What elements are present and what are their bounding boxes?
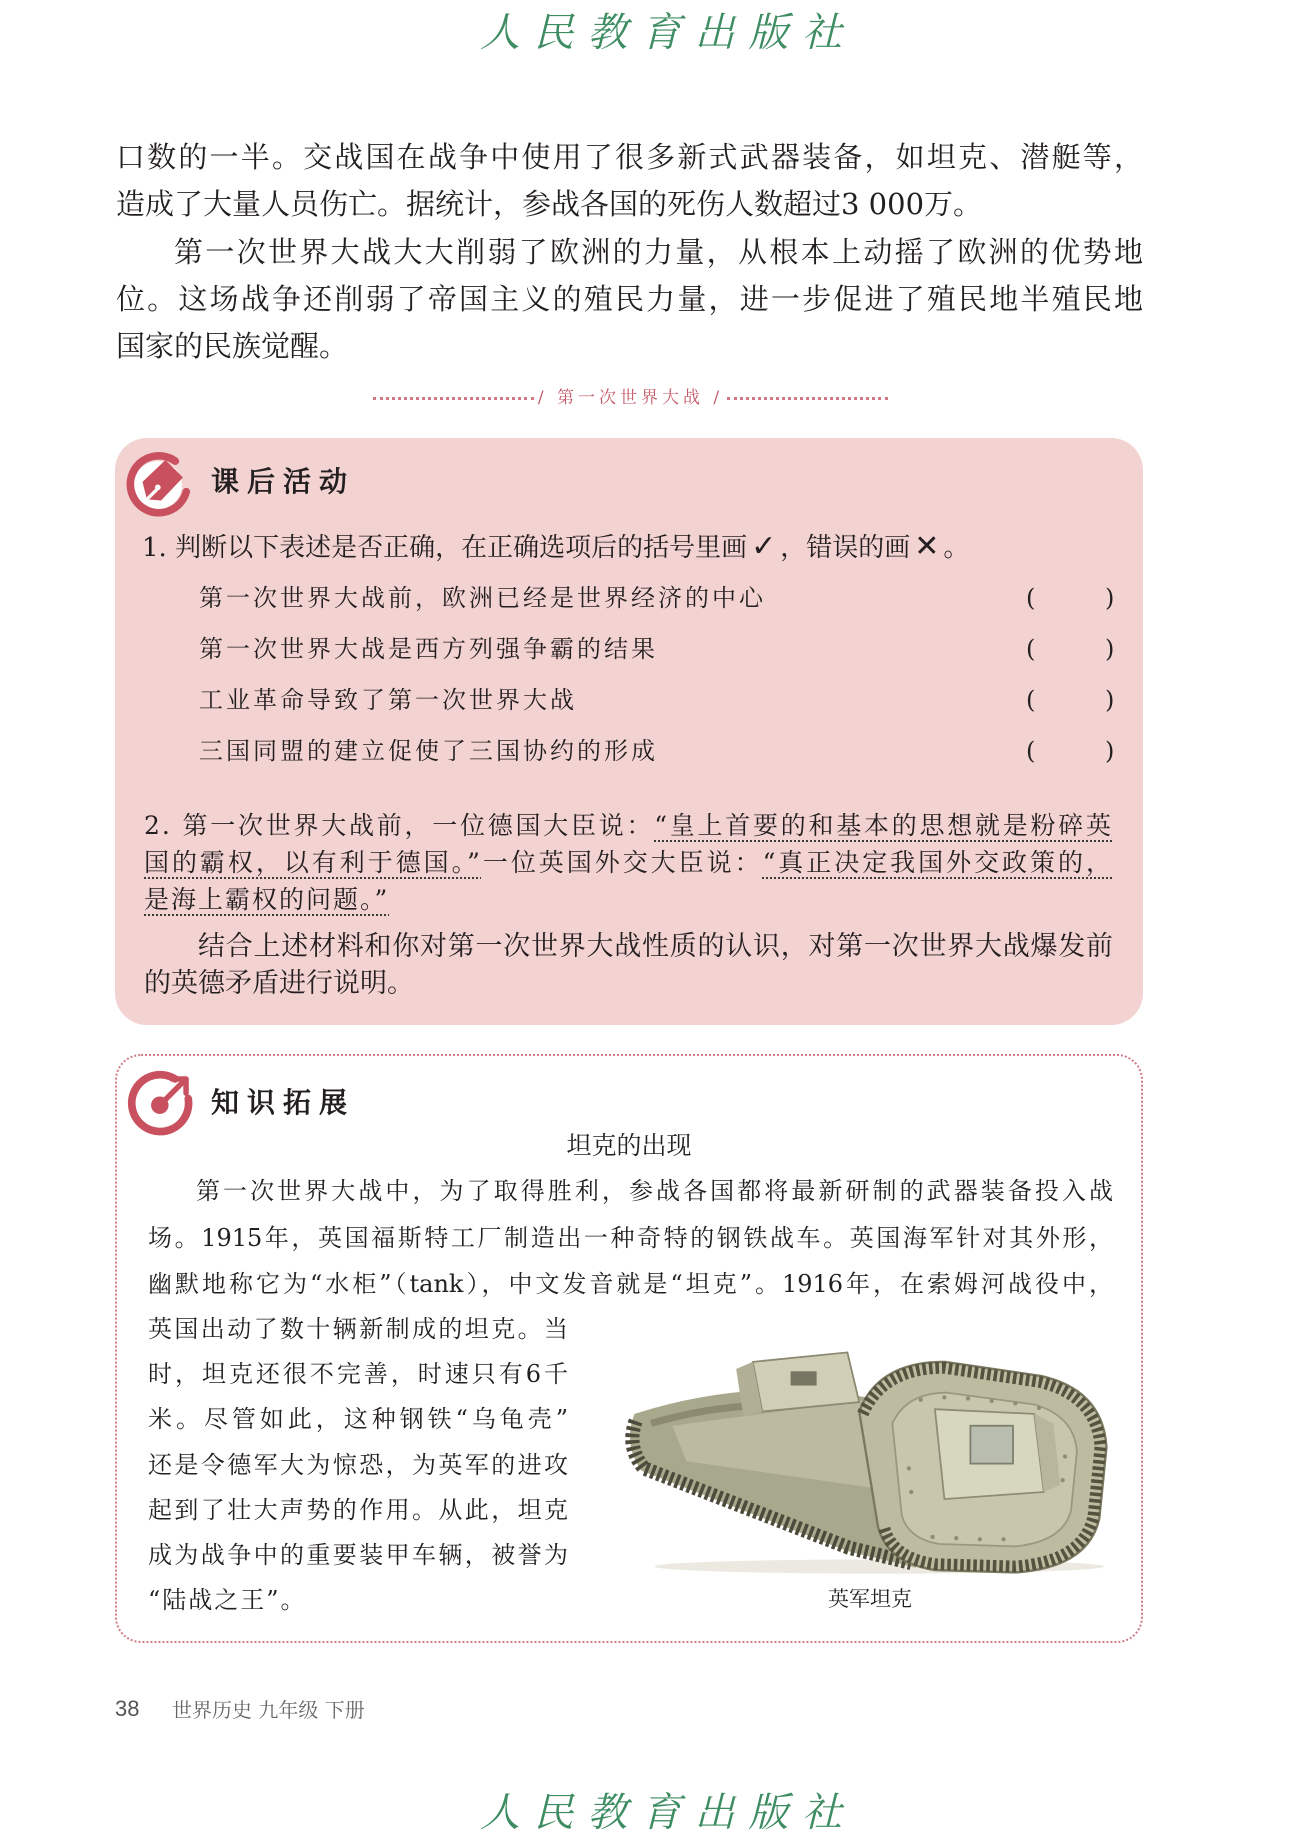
- tank-sponson: [935, 1409, 1060, 1499]
- answer-bracket-open: (: [1026, 686, 1036, 714]
- article-paragraph: [148, 1168, 1113, 1308]
- tank-photo: [625, 1338, 1110, 1575]
- quotation: “真正决定我国外交政策的，: [762, 848, 1113, 877]
- page-number: 38: [115, 1696, 140, 1721]
- question-1-text: 。: [943, 533, 970, 563]
- article-line: 时，坦克还很不完善，时速只有6千: [148, 1360, 568, 1389]
- answer-bracket-close: ): [1105, 737, 1115, 765]
- body-line: 口数的一半。交战国在战争中使用了很多新式武器装备，如坦克、潜艇等，: [116, 140, 1143, 174]
- body-line: 位。这场战争还削弱了帝国主义的殖民力量，进一步促进了殖民地半殖民地: [116, 281, 1143, 316]
- question-2-task: [144, 928, 1113, 1002]
- publisher-logo-top: 人民教育出版社: [480, 10, 842, 56]
- image-caption: 英军坦克: [828, 1587, 912, 1611]
- answer-bracket-close: ): [1105, 635, 1115, 663]
- answer-bracket-open: (: [1026, 635, 1036, 663]
- question-2: [144, 807, 1113, 918]
- knowledge-title: 知识拓展: [211, 1087, 356, 1118]
- quotation: 是海上霸权的问题。”: [144, 885, 390, 914]
- article-column: [148, 1307, 568, 1623]
- article-line: 还是令德军大为惊恐，为英军的进攻: [148, 1450, 568, 1479]
- article-line: 米。尽管如此，这种钢铁“乌龟壳”: [148, 1405, 568, 1434]
- answer-bracket-open: (: [1026, 584, 1036, 612]
- answer-bracket-open: (: [1026, 737, 1036, 765]
- article-line: 场。1915年，英国福斯特工厂制造出一种奇特的钢铁战车。英国海军针对其外形，: [148, 1223, 1113, 1252]
- body-line: 造成了大量人员伤亡。据统计，参战各国的死伤人数超过3 000万。: [116, 187, 983, 222]
- statement: 第一次世界大战是西方列强争霸的结果: [199, 635, 658, 663]
- statement: 工业革命导致了第一次世界大战: [199, 686, 577, 714]
- divider-dots-right: [727, 397, 888, 400]
- section-divider: [373, 386, 888, 410]
- statement: 三国同盟的建立促使了三国协约的形成: [199, 737, 658, 765]
- article-line: 第一次世界大战中，为了取得胜利，参战各国都将最新研制的武器装备投入战: [196, 1177, 1113, 1205]
- article-line: 成为战争中的重要装甲车辆，被誉为: [148, 1540, 568, 1569]
- article-line: 起到了壮大声势的作用。从此，坦克: [148, 1495, 568, 1524]
- article-line: 英国出动了数十辆新制成的坦克。当: [148, 1315, 568, 1343]
- divider-dots-left: [373, 397, 534, 400]
- activity-box: [115, 438, 1143, 1025]
- answer-bracket-close: ): [1105, 686, 1115, 714]
- article-line: “陆战之王”。: [148, 1586, 307, 1615]
- cross-mark-icon: ✕: [914, 529, 940, 564]
- statement: 第一次世界大战前，欧洲已经是世界经济的中心: [199, 584, 766, 612]
- body-line: 国家的民族觉醒。: [116, 329, 349, 364]
- knowledge-box: [115, 1054, 1143, 1643]
- body-line: 第一次世界大战大大削弱了欧洲的力量，从根本上动摇了欧洲的优势地: [174, 234, 1143, 269]
- question-2-text: 2. 第一次世界大战前，一位德国大臣说：: [144, 811, 655, 840]
- question-2-line: [144, 807, 1113, 844]
- question-1: [142, 527, 969, 567]
- article-subtitle: 坦克的出现: [566, 1131, 692, 1160]
- activity-title: 课后活动: [211, 466, 356, 497]
- question-2-text: 一位英国外交大臣说：: [481, 848, 763, 877]
- question-2-line: [144, 844, 1113, 881]
- publisher-logo-bottom: 人民教育出版社: [480, 1790, 842, 1836]
- pen-nib-icon: [125, 448, 195, 518]
- task-line: 的英德矛盾进行说明。: [144, 968, 414, 999]
- quotation: 国的霸权，以有利于德国。”: [144, 848, 482, 877]
- book-title: 世界历史 九年级 下册: [172, 1698, 365, 1722]
- question-2-line: [144, 881, 1113, 918]
- answer-bracket-close: ): [1105, 584, 1115, 612]
- quotation: “皇上首要的和基本的思想就是粉碎英: [654, 811, 1113, 840]
- question-1-text: 1. 判断以下表述是否正确，在正确选项后的括号里画: [142, 533, 748, 563]
- section-divider-title: / 第一次世界大战 /: [537, 388, 724, 408]
- body-text: [116, 134, 1143, 370]
- article-line: 幽默地称它为“水柜”（tank），中文发音就是“坦克”。1916年，在索姆河战役中，: [148, 1270, 1113, 1298]
- question-1-text: ，错误的画: [780, 533, 911, 563]
- check-mark-icon: ✓: [751, 529, 777, 564]
- task-line: 结合上述材料和你对第一次世界大战性质的认识，对第一次世界大战爆发前: [198, 931, 1113, 962]
